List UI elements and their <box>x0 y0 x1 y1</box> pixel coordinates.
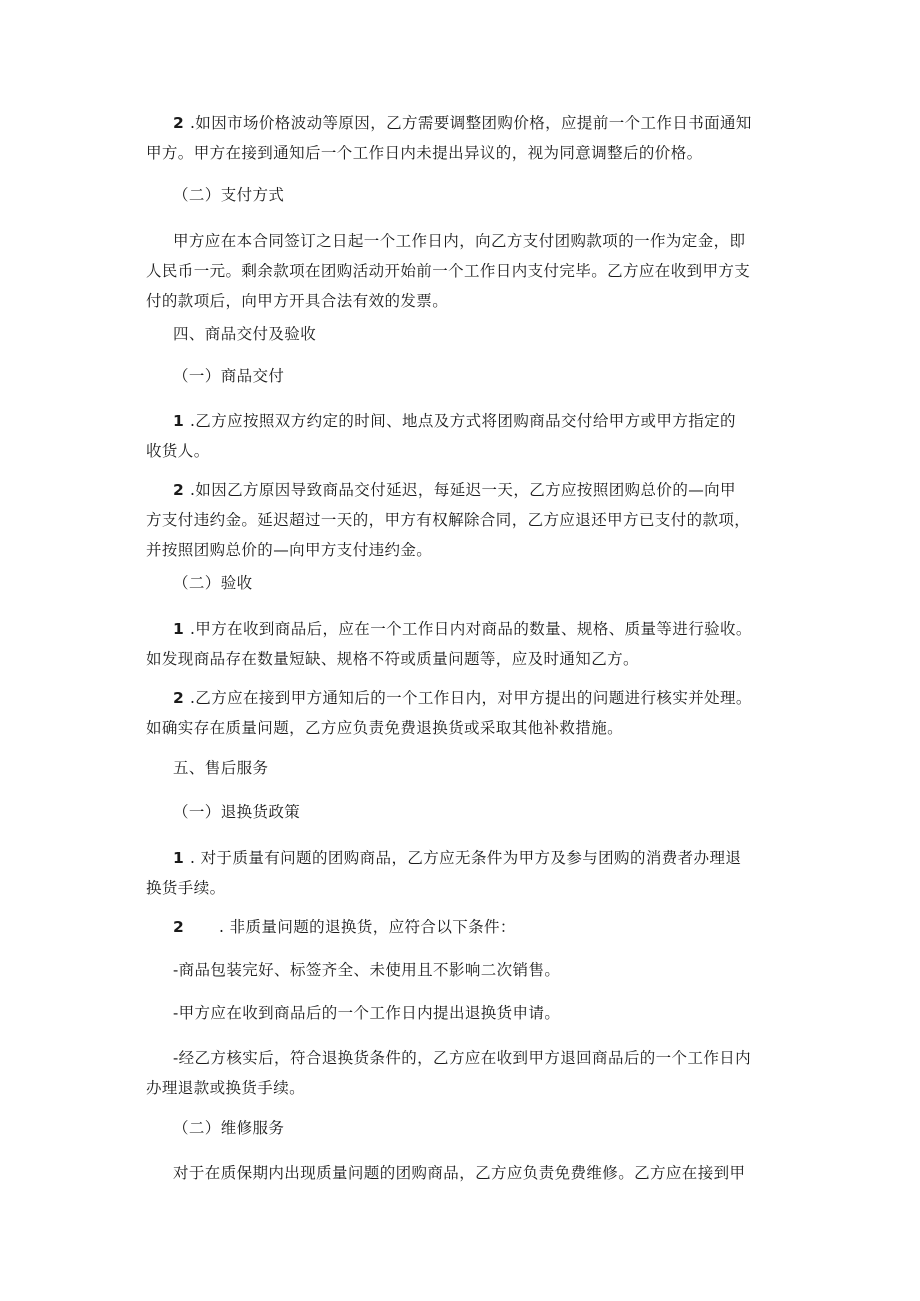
heading-text: 四、商品交付及验收 <box>173 325 317 343</box>
returns-condition-2 <box>173 998 793 1028</box>
clause-text: .如因市场价格波动等原因，乙方需要调整团购价格，应提前一个工作日书面通知 <box>189 114 752 132</box>
clause-number: 2 <box>173 114 190 132</box>
returns-subheading <box>173 797 793 827</box>
delivery-subheading <box>173 361 793 391</box>
clause-text: . 非质量问题的退换货，应符合以下条件： <box>218 918 516 936</box>
clause-text: .乙方应按照双方约定的时间、地点及方式将团购商品交付给甲方或甲方指定的 <box>189 412 736 430</box>
condition-text: -甲方应在收到商品后的一个工作日内提出退换货申请。 <box>173 1004 561 1022</box>
clause-text-continued: 人民币一元。剩余款项在团购活动开始前一个工作日内支付完毕。乙方应在收到甲方支 <box>146 262 751 280</box>
clause-number: 2 <box>173 689 190 707</box>
clause-text: .如因乙方原因导致商品交付延迟，每延迟一天，乙方应按照团购总价的—向甲 <box>189 481 736 499</box>
clause-text: .甲方在收到商品后，应在一个工作日内对商品的数量、规格、质量等进行验收。 <box>189 620 752 638</box>
clause-text: 对于在质保期内出现质量问题的团购商品，乙方应负责免费维修。乙方应在接到甲 <box>173 1164 746 1182</box>
heading-text: （一）商品交付 <box>173 367 285 385</box>
clause-number: 1 <box>173 849 190 867</box>
clause-text: 甲方应在本合同签订之日起一个工作日内，向乙方支付团购款项的一作为定金，即 <box>173 232 746 250</box>
repair-clause <box>173 1158 793 1188</box>
clause-text-continued: 甲方。甲方在接到通知后一个工作日内未提出异议的，视为同意调整后的价格。 <box>146 144 703 162</box>
repair-subheading <box>173 1113 793 1143</box>
heading-text: （一）退换货政策 <box>173 803 301 821</box>
heading-text: （二）验收 <box>173 574 253 592</box>
clause-number: 1 <box>173 620 190 638</box>
inspection-subheading <box>173 568 793 598</box>
heading-text: （二）维修服务 <box>173 1119 285 1137</box>
price-adjust-clause <box>146 108 793 168</box>
clause-text-continued: 换货手续。 <box>146 879 226 897</box>
clause-text-continued-2: 付的款项后，向甲方开具合法有效的发票。 <box>146 292 449 310</box>
condition-text-continued: 办理退款或换货手续。 <box>146 1079 306 1097</box>
payment-clause <box>146 226 793 316</box>
clause-text: . 对于质量有问题的团购商品，乙方应无条件为甲方及参与团购的消费者办理退 <box>189 849 742 867</box>
delivery-clause-1 <box>146 406 793 466</box>
returns-condition-1 <box>173 955 793 985</box>
heading-text: （二）支付方式 <box>173 186 285 204</box>
clause-number: 1 <box>173 412 190 430</box>
section-four-heading <box>173 319 793 349</box>
clause-text-continued: 收货人。 <box>146 442 210 460</box>
clause-number: 2 <box>173 481 190 499</box>
inspection-clause-1 <box>146 614 793 674</box>
heading-text: 五、售后服务 <box>173 759 269 777</box>
returns-condition-3 <box>146 1043 793 1103</box>
returns-clause-1 <box>146 843 793 903</box>
clause-text-continued-2: 并按照团购总价的—向甲方支付违约金。 <box>146 541 433 559</box>
clause-text-continued: 如确实存在质量问题，乙方应负责免费退换货或采取其他补救措施。 <box>146 719 624 737</box>
condition-text: -经乙方核实后，符合退换货条件的，乙方应在收到甲方退回商品后的一个工作日内 <box>173 1049 752 1067</box>
clause-text: .乙方应在接到甲方通知后的一个工作日内，对甲方提出的问题进行核实并处理。 <box>189 689 752 707</box>
inspection-clause-2 <box>146 683 793 743</box>
payment-method-heading <box>173 180 793 210</box>
clause-text-continued: 如发现商品存在数量短缺、规格不符或质量问题等，应及时通知乙方。 <box>146 650 639 668</box>
clause-number: 2 <box>173 918 219 936</box>
section-five-heading <box>173 753 793 783</box>
clause-text-continued: 方支付违约金。延迟超过一天的，甲方有权解除合同，乙方应退还甲方已支付的款项， <box>146 511 751 529</box>
returns-clause-2 <box>173 912 793 942</box>
condition-text: -商品包装完好、标签齐全、未使用且不影响二次销售。 <box>173 961 561 979</box>
delivery-clause-2 <box>146 475 793 565</box>
